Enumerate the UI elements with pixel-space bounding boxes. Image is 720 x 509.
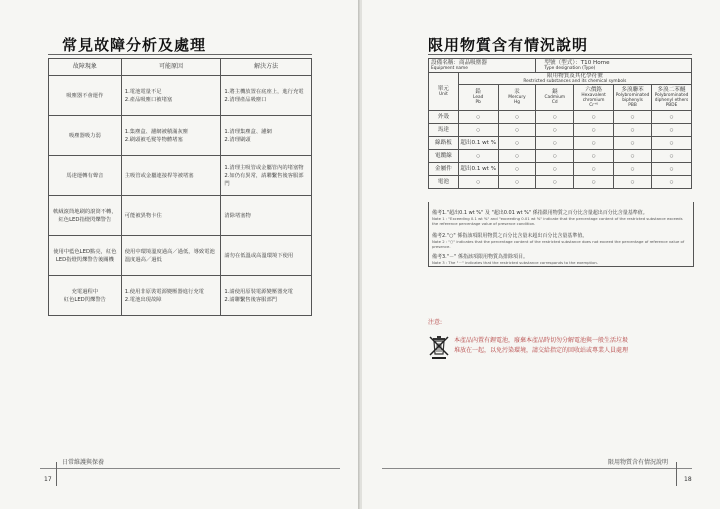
cell-value: ○ (536, 124, 574, 137)
table-row (429, 124, 692, 137)
unit-name: 電纜線 (429, 150, 459, 163)
footer-rule (382, 468, 692, 469)
cell-value: ○ (498, 124, 536, 137)
header-solution: 解決方法 (221, 59, 312, 76)
solution-text: 1.將主機放置在底座上，進行充電 (224, 88, 304, 95)
solution-text: 清除堵塞物 (224, 212, 251, 219)
caution-line-2: 堆放在一起，以免污染環境，請交給指定的回收站或專業人員處理 (454, 347, 629, 354)
note-2-en: Note 2 : "○" indicates that the percentage content of the restricted substance does not exceed the percentage of reference value of presence. (432, 239, 685, 249)
cell-value: 超出0.1 wt % (458, 137, 498, 150)
right-footer-text: 限用物質含有情況說明 (608, 459, 669, 466)
substance-zh: 多溴聯苯 (621, 86, 644, 93)
table-row (429, 137, 692, 150)
unit-name: 外殼 (429, 111, 459, 124)
cell-value: ○ (652, 137, 692, 150)
left-page-number: 17 (44, 476, 52, 483)
type-designation-en: Type designation (Type) (544, 65, 596, 71)
substances-header: 限用物質及其化學符號 (546, 72, 603, 79)
equipment-name: 設備名稱：商品吸塵器 (431, 59, 487, 66)
cell-value: 超出0.1 wt % (458, 163, 498, 176)
cell-value: ○ (458, 124, 498, 137)
cell-value: ○ (614, 124, 652, 137)
symptom-text: 使用中藍色LED點亮，紅色 (53, 248, 117, 255)
substance-zh: 鎘 (551, 89, 558, 95)
substance-zh: 多溴二苯醚 (657, 86, 686, 93)
substances-header-row (429, 73, 692, 85)
header-cause: 可能原因 (121, 59, 221, 76)
table-header-row (49, 59, 312, 76)
table-row (429, 163, 692, 176)
table-row (49, 156, 312, 196)
substance-en: Cadmium (544, 95, 566, 100)
cause-text: 1.集塵盒、濾網被積滿灰塵 (124, 128, 189, 135)
cause-text: 2.刷頭被毛髮等物體堵塞 (124, 136, 183, 143)
symptom-text: 吸塵器不會運作 (66, 92, 104, 99)
cell-value: ○ (574, 176, 614, 189)
solution-text: 請勿在低溫或高溫環境下使用 (224, 252, 294, 259)
solution-text: 1.清理主吸管或金屬管內的堵塞物 (224, 164, 304, 171)
solution-text: 2.請聯繫售後客服部門 (224, 296, 278, 303)
right-page-number: 18 (684, 476, 692, 483)
symptom-text: 馬達運轉有聲音 (66, 172, 104, 179)
troubleshooting-table (48, 58, 312, 316)
note-1-zh: 備考1."超出0.1 wt %" 及 "超出0.01 wt %" 係指限用物質之百分比含量超出百分比含量基準值。 (432, 210, 648, 216)
cell-value: ○ (574, 137, 614, 150)
note-1-en: Note 1 : "Exceeding 0.1 wt %" and "exceeding 0.01 wt %" indicate that the percentage content of the restricted substance exceeds the reference percentage value of presence condition. (432, 216, 683, 226)
substance-symbol: Cr⁺⁶ (589, 102, 599, 108)
cell-value: ○ (458, 111, 498, 124)
cell-value: ○ (652, 111, 692, 124)
table-row (49, 276, 312, 316)
table-row (49, 116, 312, 156)
table-row (429, 176, 692, 189)
cell-value: ○ (614, 150, 652, 163)
footer-tick (56, 462, 57, 486)
cell-value: ○ (458, 176, 498, 189)
substances-header-en: Restricted substances and its chemical symbols (523, 78, 627, 84)
cell-value: ○ (614, 176, 652, 189)
note-3 (432, 254, 688, 265)
cell-value: ○ (498, 111, 536, 124)
note-2-zh: 備考2."○" 係指該項限用物質之百分比含量未超出百分比含量基準值。 (432, 233, 588, 239)
caution-label: 注意: (428, 319, 443, 326)
cell-value: ○ (652, 150, 692, 163)
unit-name: 金屬件 (429, 163, 459, 176)
symptom-text: 充電過程中 (71, 288, 99, 295)
table-row (49, 196, 312, 236)
cell-value: ○ (574, 163, 614, 176)
cell-value: ○ (536, 150, 574, 163)
cell-value: ○ (652, 176, 692, 189)
footer-rule (40, 468, 340, 469)
substance-zh: 鉛 (475, 89, 481, 95)
unit-name: 馬達 (429, 124, 459, 137)
right-page-title: 限用物質含有情況說明 (428, 36, 589, 54)
restricted-substances-table (428, 58, 692, 189)
right-page (362, 0, 720, 509)
cell-value: ○ (498, 150, 536, 163)
unit-label-en: Unit (439, 91, 448, 97)
cell-value: ○ (536, 163, 574, 176)
left-footer-text: 日常維護與保養 (62, 459, 105, 466)
substance-en: Lead (473, 95, 484, 100)
substance-zh: 六價鉻 (585, 86, 603, 93)
symptom-text: 吸塵器吸力弱 (68, 132, 101, 139)
table-row (429, 111, 692, 124)
cell-value: ○ (574, 124, 614, 137)
equipment-row (429, 59, 692, 73)
substance-symbol: Hg (513, 100, 520, 105)
note-1 (432, 210, 688, 226)
cell-value: ○ (574, 111, 614, 124)
table-row (429, 150, 692, 163)
symptom-text: 軟絨滾筒地刷的滾筒不轉， (53, 208, 117, 215)
symptom-text: 紅色LED閃爍警告 (63, 296, 106, 303)
solution-text: 1.請使用原裝電源變壓器充電 (224, 288, 293, 295)
cell-value: ○ (536, 111, 574, 124)
table-row (49, 236, 312, 276)
substance-symbol: Pb (475, 100, 481, 105)
caution-text (454, 336, 628, 356)
cell-value: ○ (574, 150, 614, 163)
cell-value: ○ (614, 163, 652, 176)
solution-text: 2.清理刷頭 (224, 136, 251, 143)
unit-name: 線路板 (429, 137, 459, 150)
substance-symbol: Cd (551, 100, 558, 105)
solution-text: 2.如仍有異常，請聯繫售後客服部門 (224, 172, 304, 187)
cell-value: ○ (498, 137, 536, 150)
cell-value: ○ (536, 137, 574, 150)
cell-value: ○ (536, 176, 574, 189)
cause-text: 2.電池出現故障 (124, 296, 162, 303)
title-underline (428, 54, 692, 55)
table-row (49, 76, 312, 116)
cause-text: 使用中環境溫度過高／過低，導致電池 (124, 248, 215, 255)
unit-label: 單元 (437, 85, 449, 92)
cell-value: ○ (652, 163, 692, 176)
note-3-zh: 備考3."－" 係指該項限用物質為排除項目。 (432, 254, 528, 260)
substance-en: Polybrominated diphenyl ethers (654, 92, 689, 103)
footer-tick (676, 462, 677, 486)
unit-name: 電池 (429, 176, 459, 189)
cause-text: 主吸管或金屬連接桿等被堵塞 (124, 172, 194, 179)
cause-text: 溫度過高／過低 (124, 256, 162, 263)
substance-zh: 汞 (514, 89, 520, 95)
cell-value: ○ (498, 163, 536, 176)
cause-text: 1.使用非原裝電源變壓器進行充電 (124, 288, 204, 295)
substance-symbol: PBB (628, 102, 637, 108)
type-designation: 型號（型式）：T10 Home (544, 59, 610, 66)
crossed-out-bin-icon (428, 334, 450, 360)
title-underline (48, 54, 312, 55)
solution-text: 1.清理集塵盒、濾網 (224, 128, 272, 135)
cause-text: 可能被異物卡住 (124, 212, 162, 219)
substance-names-row (429, 85, 692, 111)
solution-text: 2.清理產品吸塵口 (224, 96, 267, 103)
symptom-text: LED指燈閃爍警告後關機 (55, 256, 114, 263)
cell-value: ○ (458, 150, 498, 163)
symptom-text: 紅色LED指燈閃爍警告 (58, 216, 112, 223)
caution-line-1: 本產品內置有鋰電池，廢棄本產品時切勿分解電池與一般生活垃圾 (454, 337, 629, 344)
cause-text: 2.產品吸塵口被堵塞 (124, 96, 173, 103)
cell-value: ○ (614, 137, 652, 150)
cell-value: ○ (652, 124, 692, 137)
substance-en: Mercury (508, 95, 526, 100)
cell-value: ○ (614, 111, 652, 124)
left-page-title: 常見故障分析及處理 (62, 36, 207, 54)
note-3-en: Note 3 : The "－" indicates that the restricted substance corresponds to the exemption. (432, 260, 599, 265)
header-symptom: 故障現象 (49, 59, 122, 76)
substance-symbol: PBDE (665, 102, 678, 108)
cell-value: ○ (498, 176, 536, 189)
cause-text: 1.電池電量不足 (124, 88, 162, 95)
substance-en: Polybrominated biphenyls (615, 92, 650, 103)
equipment-name-en: Equipment name (431, 65, 468, 71)
note-2 (432, 233, 688, 249)
substance-en: Hexavalent chromium (581, 92, 606, 103)
